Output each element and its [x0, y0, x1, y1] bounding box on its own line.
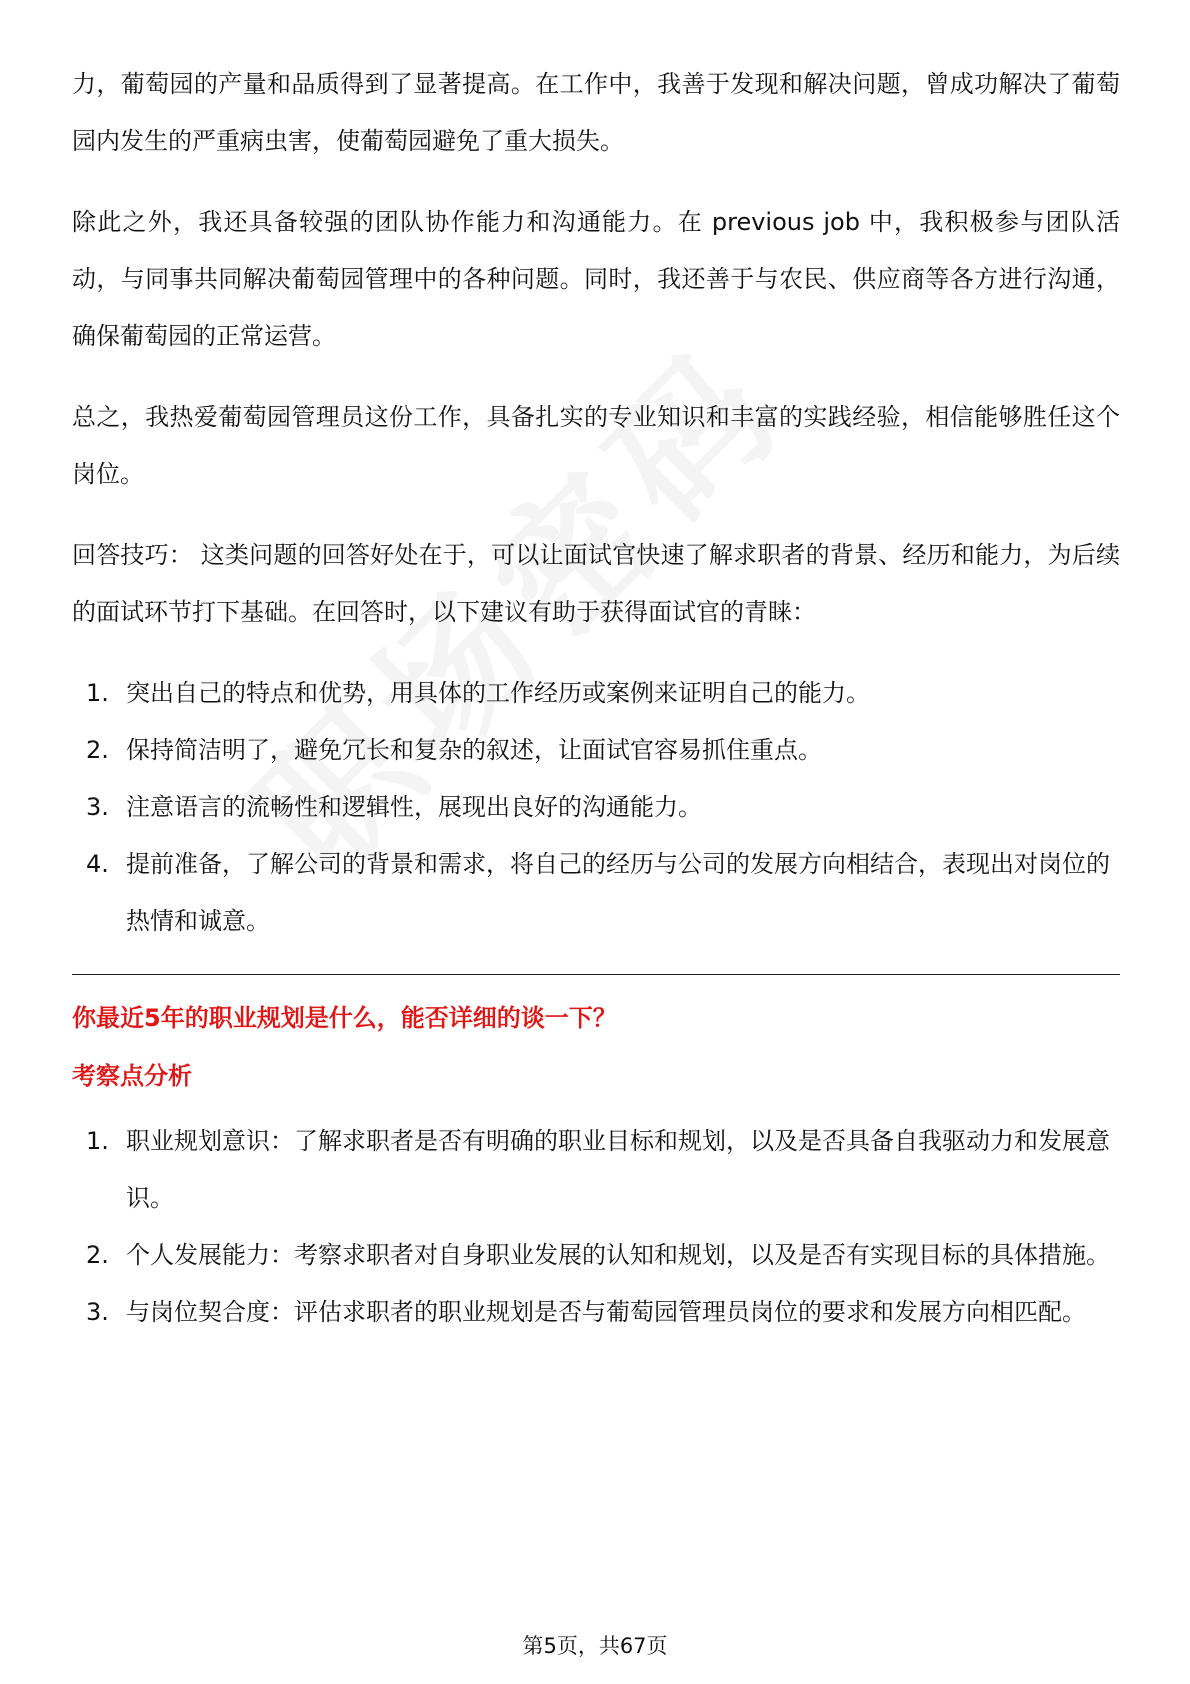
list-item	[72, 1113, 1120, 1227]
list-item-text: 与岗位契合度：评估求职者的职业规划是否与葡萄园管理员岗位的要求和发展方向相匹配。	[126, 1298, 1086, 1326]
list-item	[72, 1284, 1120, 1341]
list-number: 2.	[86, 1241, 109, 1269]
tips-list	[72, 665, 1120, 950]
page-number-footer: 第5页，共67页	[522, 1634, 668, 1658]
list-number: 1.	[86, 679, 109, 707]
paragraph: 除此之外，我还具备较强的团队协作能力和沟通能力。在 previous job 中，我积极参与团队活动，与同事共同解决葡萄园管理中的各种问题。同时，我还善于与农民、供应商等各方进行沟通，确保葡萄园的正常运营。	[72, 208, 1120, 350]
list-number: 2.	[86, 736, 109, 764]
question-title: 你最近5年的职业规划是什么，能否详细的谈一下？	[72, 1004, 617, 1032]
list-item	[72, 779, 1120, 836]
answer-tips-paragraph: 回答技巧： 这类问题的回答好处在于，可以让面试官快速了解求职者的背景、经历和能力，为后续的面试环节打下基础。在回答时，以下建议有助于获得面试官的青睐：	[72, 541, 1120, 626]
analysis-list	[72, 1113, 1120, 1341]
list-item	[72, 665, 1120, 722]
paragraph: 总之，我热爱葡萄园管理员这份工作，具备扎实的专业知识和丰富的实践经验，相信能够胜任这个岗位。	[72, 403, 1120, 488]
page-content	[72, 56, 1120, 1341]
list-number: 3.	[86, 1298, 109, 1326]
list-item-text: 职业规划意识：了解求职者是否有明确的职业目标和规划，以及是否具备自我驱动力和发展意识。	[126, 1127, 1110, 1212]
list-item-text: 突出自己的特点和优势，用具体的工作经历或案例来证明自己的能力。	[126, 679, 870, 707]
list-number: 4.	[86, 850, 109, 878]
list-item	[72, 836, 1120, 950]
list-item-text: 保持简洁明了，避免冗长和复杂的叙述，让面试官容易抓住重点。	[126, 736, 822, 764]
list-item-text: 提前准备，了解公司的背景和需求，将自己的经历与公司的发展方向相结合，表现出对岗位的热情和诚意。	[126, 850, 1110, 935]
list-item-text: 注意语言的流畅性和逻辑性，展现出良好的沟通能力。	[126, 793, 702, 821]
list-number: 1.	[86, 1127, 109, 1155]
section-divider	[72, 974, 1120, 975]
list-item	[72, 1227, 1120, 1284]
analysis-heading: 考察点分析	[72, 1062, 192, 1090]
list-item	[72, 722, 1120, 779]
list-number: 3.	[86, 793, 109, 821]
list-item-text: 个人发展能力：考察求职者对自身职业发展的认知和规划，以及是否有实现目标的具体措施。	[126, 1241, 1110, 1269]
paragraph: 力，葡萄园的产量和品质得到了显著提高。在工作中，我善于发现和解决问题，曾成功解决了葡萄园内发生的严重病虫害，使葡萄园避免了重大损失。	[72, 70, 1120, 155]
